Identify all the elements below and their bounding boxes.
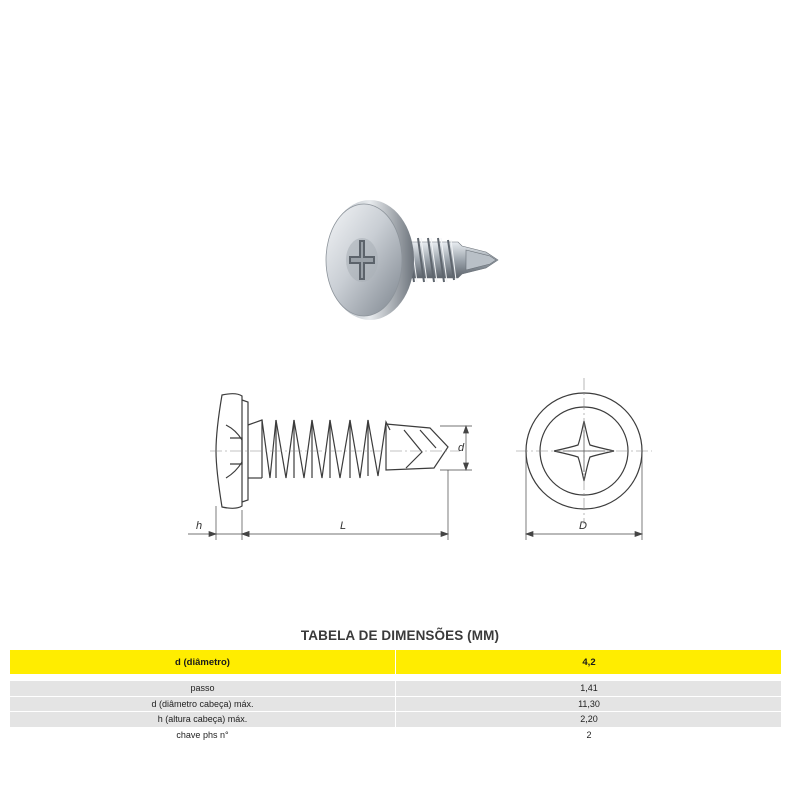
table-row: [10, 681, 781, 696]
table-row: [10, 697, 781, 712]
table-row: [10, 728, 781, 743]
technical-drawing: [170, 370, 670, 560]
row-label: passo: [190, 683, 215, 694]
row-label: chave phs n°: [176, 729, 229, 740]
row-value: 2,20: [395, 712, 782, 727]
screw-photo: [290, 180, 510, 340]
table-row: [10, 712, 781, 727]
table-title: TABELA DE DIMENSÕES (MM): [300, 628, 500, 643]
table-header-row: [10, 650, 781, 674]
row-label: d (diâmetro cabeça) máx.: [151, 698, 254, 709]
row-value: 11,30: [395, 697, 782, 712]
row-value: 1,41: [395, 681, 782, 696]
label-h: h: [196, 520, 203, 532]
side-view-thread: [248, 420, 390, 478]
side-view-drill-point: [386, 424, 448, 470]
label-D: D: [579, 520, 587, 532]
header-label: d (diâmetro): [175, 656, 230, 668]
dimensions-table: [10, 650, 781, 742]
label-d: d: [458, 442, 465, 454]
header-value: 4,2: [395, 650, 782, 674]
row-label: h (altura cabeça) máx.: [157, 714, 248, 725]
row-value: 2: [395, 728, 782, 743]
label-L: L: [340, 520, 347, 532]
